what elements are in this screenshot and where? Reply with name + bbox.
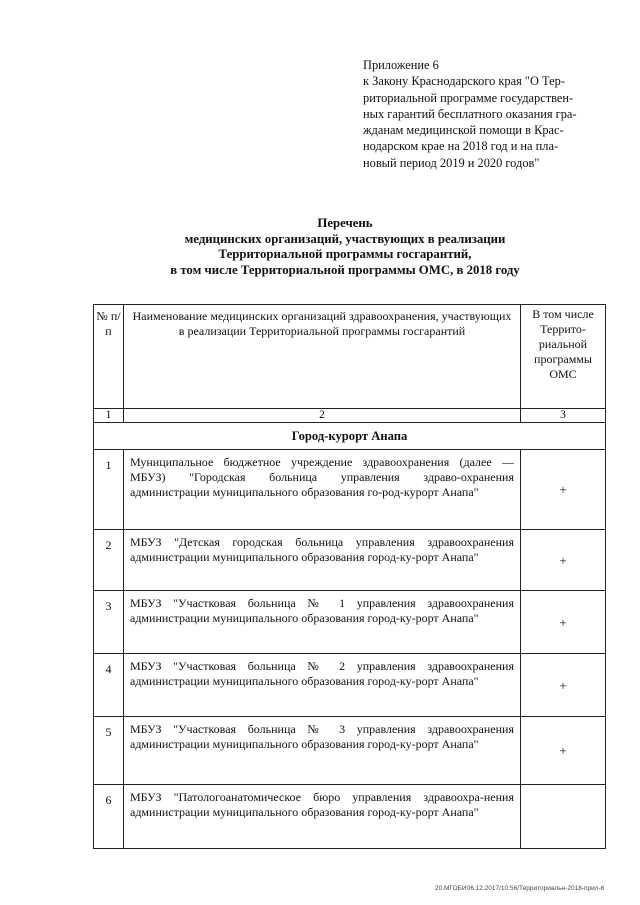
row-number: 1 — [94, 450, 124, 530]
table-row — [94, 785, 606, 849]
table-header-row — [94, 305, 606, 409]
table-row — [94, 450, 606, 530]
header-oms: В том числе Террито-риальной программы ОМС — [521, 305, 606, 409]
oms-mark: + — [521, 591, 606, 654]
column-number: 1 — [94, 409, 124, 423]
table-row — [94, 591, 606, 654]
org-name: МБУЗ "Участковая больница № 1 управления здравоохранения администрации муниципального образования город-ку-рорт Анапа" — [124, 591, 521, 654]
annex-line: жданам медицинской помощи в Крас- — [363, 123, 564, 138]
oms-mark: + — [521, 450, 606, 530]
org-name: МБУЗ "Детская городская больница управления здравоохранения администрации муниципального образования город-ку-рорт Анапа" — [124, 530, 521, 591]
annex-line: нодарском крае на 2018 год и на пла- — [363, 139, 559, 154]
row-number: 6 — [94, 785, 124, 849]
table-row — [94, 717, 606, 785]
title-line: медицинских организаций, участвующих в реализации — [184, 231, 506, 246]
org-name: МБУЗ "Участковая больница № 2 управления здравоохранения администрации муниципального образования город-ку-рорт Анапа" — [124, 654, 521, 717]
oms-mark — [521, 785, 606, 849]
title-line: в том числе Территориальной программы ОМС, в 2018 году — [170, 262, 520, 277]
annex-note — [363, 57, 585, 171]
table-row — [94, 654, 606, 717]
row-number: 4 — [94, 654, 124, 717]
header-name: Наименование медицинских организаций здравоохранения, участвующих в реализации Территориальной программы госгарантий — [124, 305, 521, 409]
oms-mark: + — [521, 717, 606, 785]
annex-line: к Закону Краснодарского края "О Тер- — [363, 74, 565, 89]
title-line: Территориальной программы госгарантий, — [218, 247, 472, 261]
oms-mark: + — [521, 530, 606, 591]
org-name: МБУЗ "Патологоанатомическое бюро управления здравоохра-нения администрации муниципального образования город-ку-рорт Анапа" — [124, 785, 521, 849]
annex-line: риториальной программе государствен- — [363, 90, 574, 105]
table-row — [94, 530, 606, 591]
section-title: Город-курорт Анапа — [94, 423, 606, 450]
oms-mark: + — [521, 654, 606, 717]
org-name: МБУЗ "Участковая больница № 3 управления здравоохранения администрации муниципального образования город-ку-рорт Анапа" — [124, 717, 521, 785]
title-line: Перечень — [317, 216, 373, 230]
annex-line: Приложение 6 — [363, 58, 439, 72]
annex-line: новый период 2019 и 2020 годов" — [363, 155, 540, 170]
org-name: Муниципальное бюджетное учреждение здравоохранения (далее — МБУЗ) "Городская больница управления здраво-охранения администрации муниципального образования го-род-курорт Анапа" — [124, 450, 521, 530]
file-stamp: 20.МГОБИ06.12.2017/10:56/Территориальн-2018-прил-6 — [435, 885, 605, 892]
section-row — [94, 423, 606, 450]
column-numbers-row — [94, 409, 606, 423]
organizations-table — [93, 304, 606, 849]
column-number: 2 — [124, 409, 521, 423]
header-num: № п/п — [94, 305, 124, 409]
row-number: 2 — [94, 530, 124, 591]
document-title — [95, 216, 595, 278]
row-number: 5 — [94, 717, 124, 785]
row-number: 3 — [94, 591, 124, 654]
column-number: 3 — [521, 409, 606, 423]
annex-line: ных гарантий бесплатного оказания гра- — [363, 106, 577, 121]
